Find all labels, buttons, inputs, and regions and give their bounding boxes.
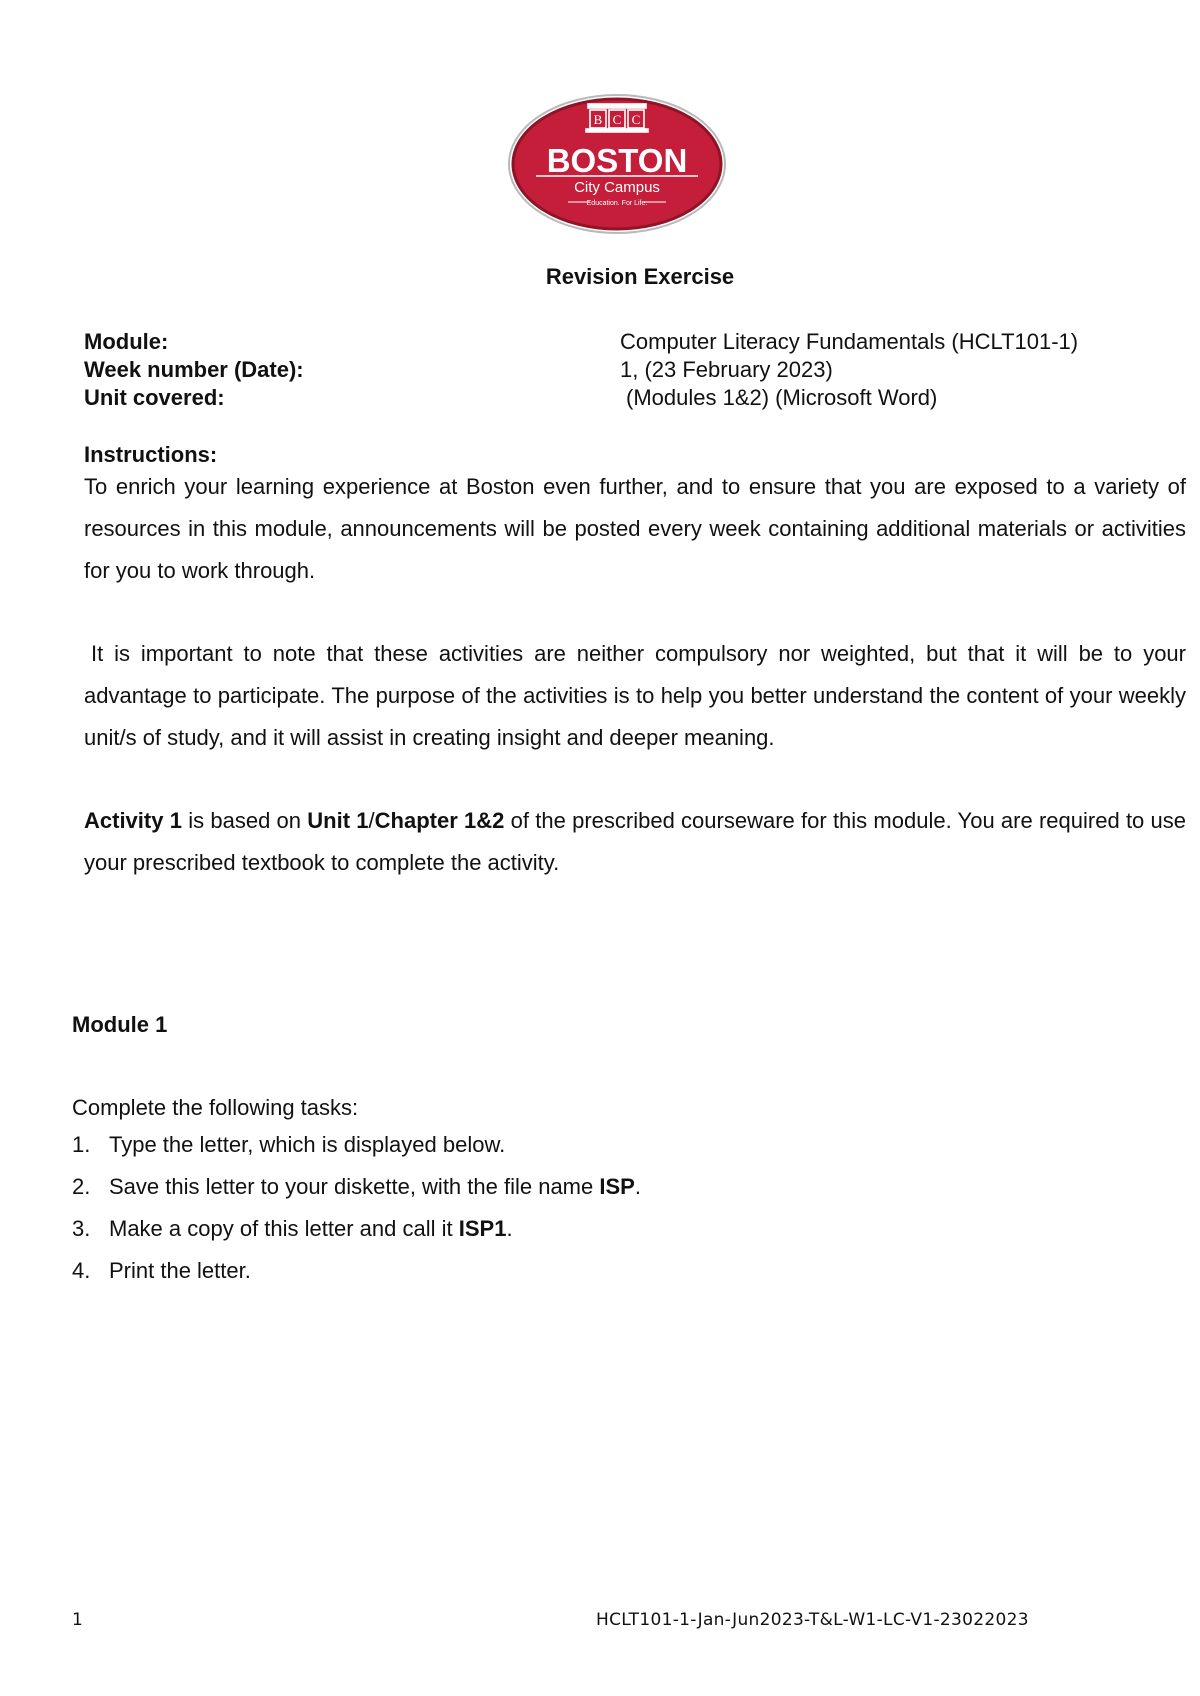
bcc-letter: B: [593, 112, 603, 127]
bcc-letter: C: [631, 112, 641, 127]
instructions-paragraph-2: [84, 633, 1186, 759]
task-list: [72, 1124, 641, 1292]
task-punct: .: [506, 1216, 513, 1241]
instructions-paragraph-2-text: It is important to note that these activities are neither compulsory nor weighted, but that it will be to your advantage to participate. The purpose of the activities is to help you better understand the content of your weekly unit/s of study, and it will assist in creating insight and deeper meaning.: [84, 641, 1186, 750]
bcc-letter: C: [612, 112, 622, 127]
task-text: Print the letter.: [109, 1258, 251, 1283]
task-punct: .: [634, 1174, 641, 1199]
task-number: 2.: [72, 1174, 91, 1199]
week-value: 1, (23 February 2023): [620, 357, 833, 382]
unit-ref: Unit 1: [307, 808, 369, 833]
logo-brand: BOSTON: [546, 142, 688, 179]
tasks-intro: Complete the following tasks:: [72, 1095, 359, 1120]
p3-text-2: /: [368, 808, 375, 833]
p3-text-3: of the prescribed courseware for this module. You are required to use your prescribed textbook to complete the activity.: [84, 808, 1187, 875]
task-text: Type the letter, which is displayed below.: [109, 1132, 506, 1157]
task-text: Make a copy of this letter and call it: [109, 1216, 459, 1241]
task-filename: ISP1: [458, 1216, 507, 1241]
unit-label: Unit covered:: [84, 385, 225, 410]
task-text: Save this letter to your diskette, with the file name: [109, 1174, 600, 1199]
task-item: [72, 1208, 641, 1250]
activity-label: Activity 1: [84, 808, 182, 833]
task-number: 4.: [72, 1258, 91, 1283]
instructions-paragraph-1: To enrich your learning experience at Boston even further, and to ensure that you are exposed to a variety of resources in this module, announcements will be posted every week containing additional materials or activities for you to work through.: [84, 474, 1186, 583]
task-number: 3.: [72, 1216, 91, 1241]
instructions-heading: Instructions:: [84, 442, 218, 467]
page-number: 1: [72, 1610, 83, 1630]
task-filename: ISP: [599, 1174, 635, 1199]
task-item: [72, 1250, 641, 1292]
task-item: [72, 1124, 641, 1166]
p3-text-1: is based on: [181, 808, 308, 833]
module-label: Module:: [84, 329, 169, 354]
week-label: Week number (Date):: [84, 357, 304, 382]
unit-value: (Modules 1&2) (Microsoft Word): [626, 385, 938, 410]
module-value: Computer Literacy Fundamentals (HCLT101-1): [620, 329, 1079, 354]
module-1-heading: Module 1: [72, 1012, 168, 1037]
logo-sub: City Campus: [574, 179, 660, 196]
document-title: Revision Exercise: [545, 264, 735, 289]
boston-city-campus-logo: [506, 92, 728, 236]
logo-tagline: Education. For Life.: [586, 200, 648, 207]
chapter-ref: Chapter 1&2: [374, 808, 505, 833]
task-item: [72, 1166, 641, 1208]
document-code: HCLT101-1-Jan-Jun2023-T&L-W1-LC-V1-23022023: [596, 1610, 1029, 1630]
instructions-paragraph-3: [84, 800, 1186, 884]
task-number: 1.: [72, 1132, 91, 1157]
